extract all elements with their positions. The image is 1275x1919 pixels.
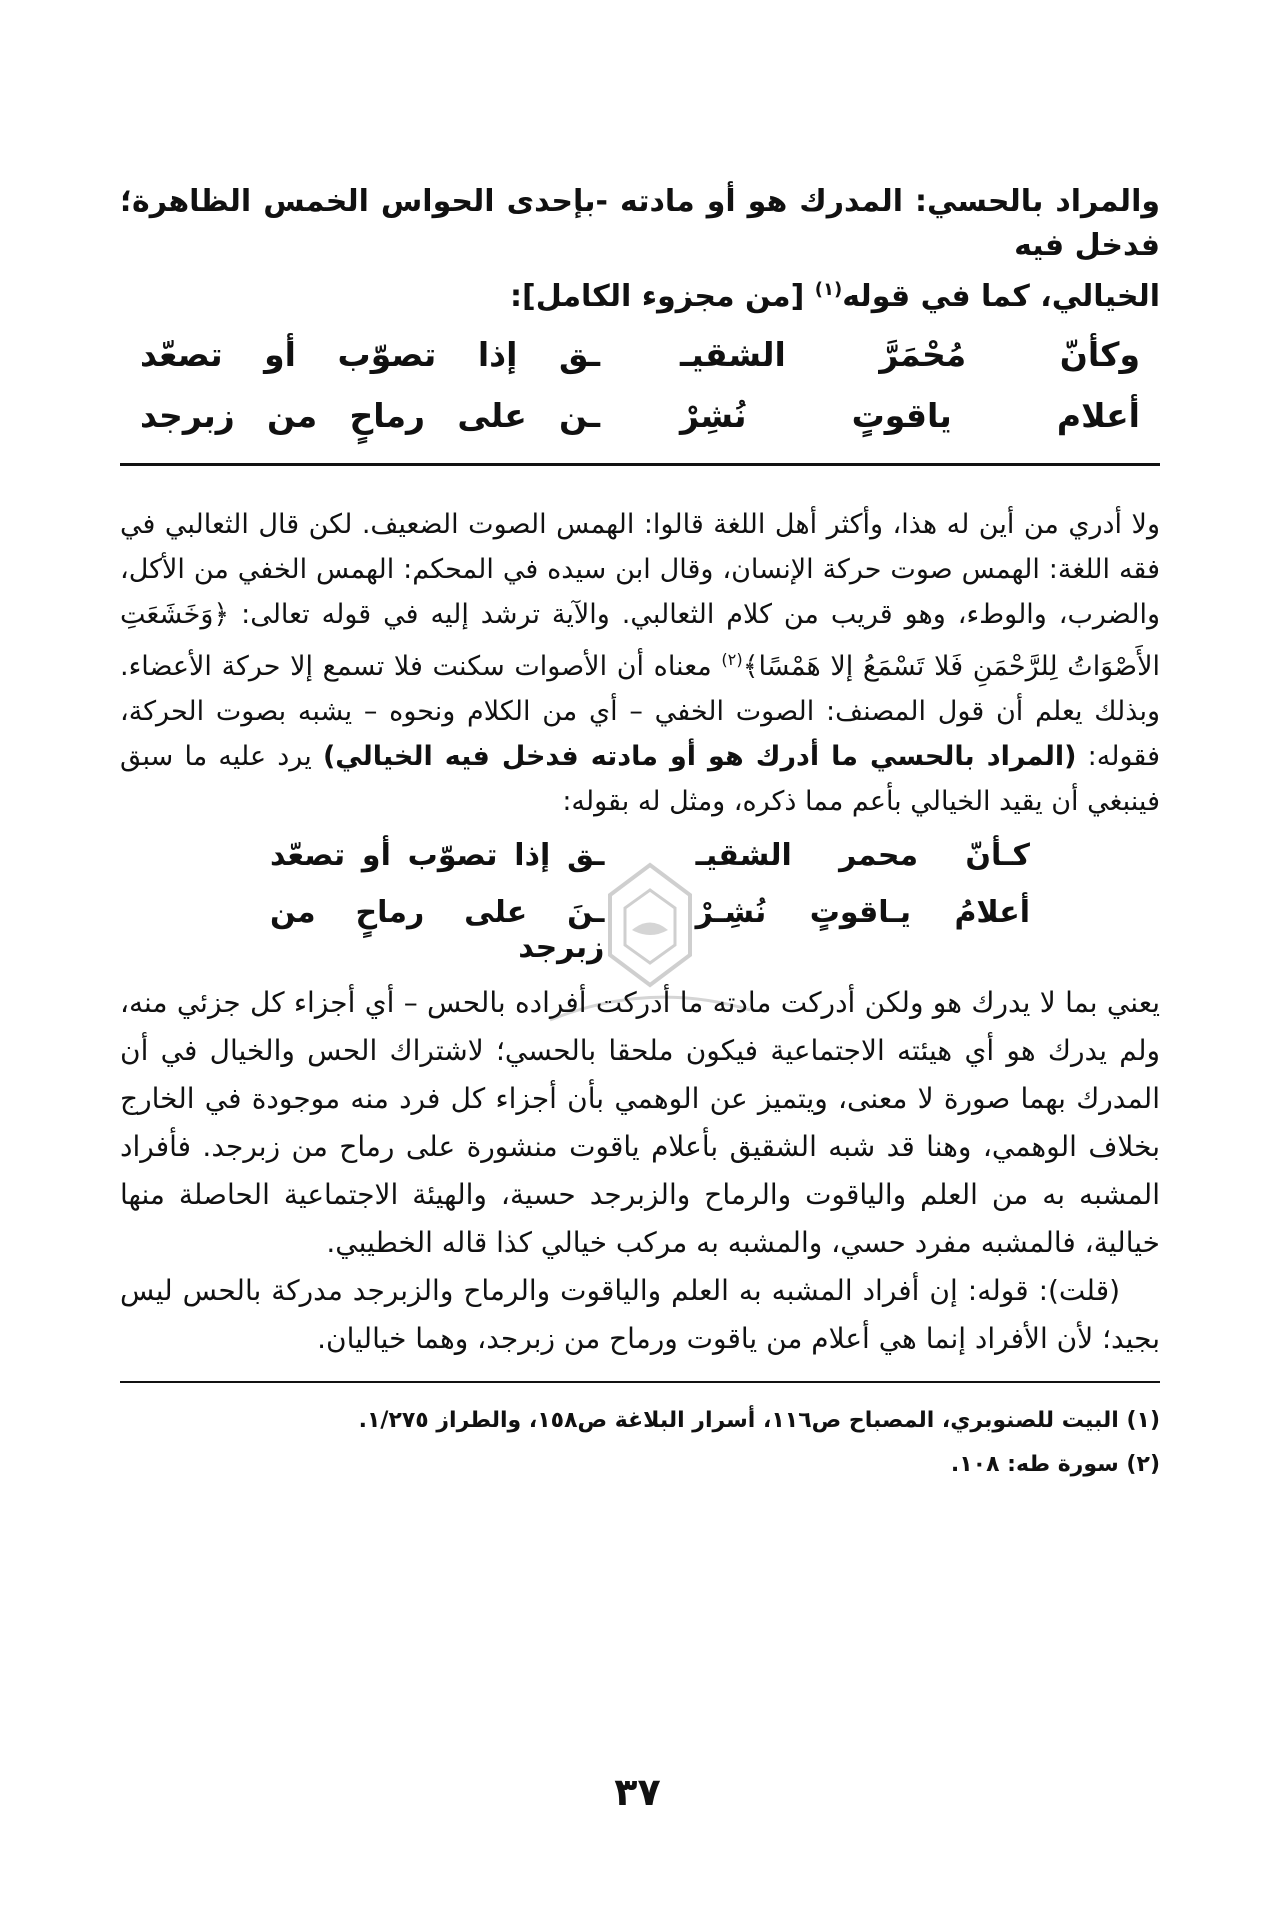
- commentary-text-c: يرد عليه ما سبق فينبغي أن يقيد الخيالي بأعم مما ذكره، ومثل له بقوله:: [120, 741, 1160, 817]
- top-section: [120, 180, 1160, 319]
- verse-hemistich: ـنَ على رماحٍ من زبرجد: [270, 895, 605, 965]
- intro-line-1: والمراد بالحسي: المدرك هو أو مادته -بإحدى الحواس الخمس الظاهرة؛ فدخل فيه: [120, 184, 1160, 263]
- verse-1-line-1: [140, 335, 1140, 374]
- intro-line-2a: الخيالي، كما في قوله: [842, 279, 1160, 314]
- verse-hemistich: ـق إذا تصوّب أو تصعّد: [140, 335, 600, 374]
- verse-1-line-2: [140, 396, 1140, 435]
- intro-line-2b: [من مجزوء الكامل]:: [509, 279, 815, 314]
- footnote-1: (١) البيت للصنوبري، المصباح ص١١٦، أسرار البلاغة ص١٥٨، والطراز ١/٢٧٥.: [358, 1408, 1160, 1433]
- intro-line-2: [120, 268, 1160, 319]
- verse-hemistich: كـأنّ محمر الشقيـ: [695, 838, 1030, 873]
- commentary-paragraph: [120, 502, 1160, 824]
- footnote-ref-1[interactable]: (١): [814, 279, 843, 300]
- main-body: [120, 979, 1160, 1363]
- body-paragraph-2: (قلت): قوله: إن أفراد المشبه به العلم والياقوت والرماح والزبرجد مدركة بالحس ليس بجيد؛ لأن الأفراد إنما هي أعلام من ياقوت ورماح من زبرجد، وهما خياليان.: [120, 1274, 1160, 1355]
- commentary-quote: (المراد بالحسي ما أدرك هو أو مادته فدخل فيه الخيالي): [322, 741, 1077, 772]
- verse-hemistich: وكأنّ مُحْمَرَّ الشقيـ: [680, 335, 1140, 374]
- footnotes: [120, 1399, 1160, 1487]
- footnote-divider: [120, 1381, 1160, 1383]
- footnote-ref-2[interactable]: (٢): [721, 650, 743, 669]
- page-number: ٣٧: [614, 1770, 661, 1814]
- page-content: [120, 180, 1160, 1487]
- body-paragraph-1: يعني بما لا يدرك هو ولكن أدركت مادته ما أدركت أفراده بالحس – أي أجزاء كل جزئي منه، ولم يدرك هو أي هيئته الاجتماعية فيكون ملحقا بالحسي؛ لاشتراك الحس والخيال في أن المدرك بهما صورة لا معنى، ويتميز عن الوهمي بأن أجزاء كل فرد منه موجودة في الخارج بخلاف الوهمي، وهنا قد شبه الشقيق بأعلام ياقوت منشورة على رماح من زبرجد. فأفراد المشبه به من العلم والياقوت والرماح والزبرجد حسية، والهيئة الاجتماعية الحاصلة منها خيالية، فالمشبه مفرد حسي، والمشبه به مركب خيالي كذا قاله الخطيبي.: [120, 986, 1160, 1259]
- commentary-text-b: معناه أن الأصوات سكنت فلا تسمع إلا حركة الأعضاء. وبذلك يعلم أن قول المصنف: الصوت الخفي – أي من الكلام ونحوه – يشبه بصوت الحركة، فقوله:: [120, 651, 1160, 772]
- footnote-2: (٢) سورة طه: ١٠٨.: [950, 1452, 1160, 1477]
- verse-hemistich: ـق إذا تصوّب أو تصعّد: [270, 838, 605, 873]
- section-divider: [120, 463, 1160, 466]
- commentary-text-a: ولا أدري من أين له هذا، وأكثر أهل اللغة قالوا: الهمس الصوت الضعيف. لكن قال الثعالبي في فقه اللغة: الهمس صوت حركة الإنسان، وقال ابن سيده في المحكم: الهمس الخفي من الأكل، والضرب، والوطء، وهو قريب من كلام الثعالبي. والآية ترشد إليه في قوله تعالى: ﴿وَخَشَعَتِ الأَصْوَاتُ لِلرَّحْمَنِ فَلا تَسْمَعُ إلا هَمْسًا﴾: [120, 509, 1160, 682]
- verse-hemistich: أعلامُ يـاقوتٍ نُشِـرْ: [695, 895, 1030, 930]
- verse-hemistich: ـن على رماحٍ من زبرجد: [140, 396, 600, 435]
- verse-2-line-2: [270, 895, 1030, 965]
- verse-2-line-1: [270, 838, 1030, 873]
- verse-hemistich: أعلام ياقوتٍ نُشِرْ: [680, 396, 1140, 435]
- commentary-section: [120, 502, 1160, 824]
